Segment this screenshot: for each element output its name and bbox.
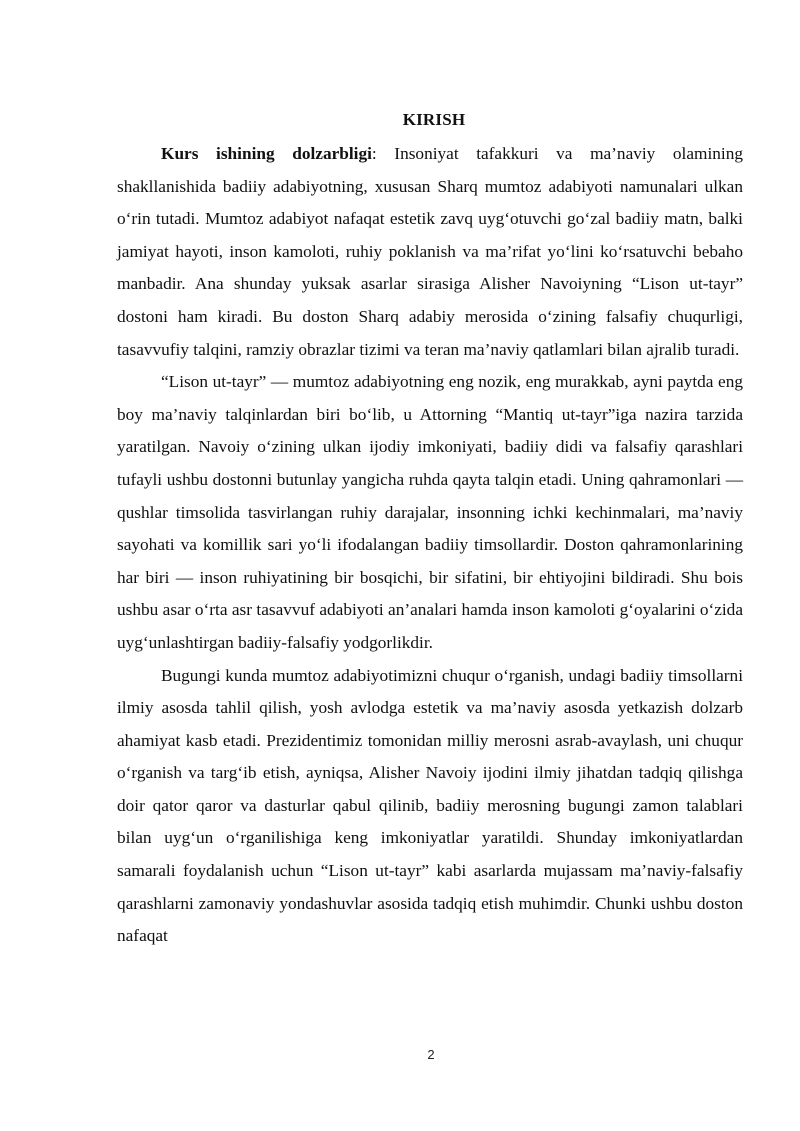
body-text — [117, 138, 743, 953]
paragraph-lison-ut-tayr: “Lison ut-tayr” — mumtoz adabiyotning eng nozik, eng murakkab, ayni paytda eng boy ma’naviy talqinlardan biri bo‘lib, u Attorning “Mantiq ut-tayr”iga nazira tarzida yaratilgan. Navoiy o‘zining ulkan ijodiy imkoniyati, badiiy didi va falsafiy qarashlari tufayli ushbu dostonni butunlay yangicha ruhda qayta talqin etadi. Uning qahramonlari — qushlar timsolida tasvirlangan ruhiy darajalar, insonning ichki kechinmalari, ma’naviy sayohati va komillik sari yo‘li ifodalangan badiiy timsollardir. Doston qahramonlarining har biri — inson ruhiyatining bir bosqichi, bir sifatini, bir ehtiyojini bildiradi. Shu bois ushbu asar o‘rta asr tasavvuf adabiyoti an’analari hamda inson kamoloti g‘oyalarini o‘zida uyg‘unlashtirgan badiiy-falsafiy yodgorlikdir. — [117, 372, 743, 652]
paragraph-modern-study: Bugungi kunda mumtoz adabiyotimizni chuqur o‘rganish, undagi badiiy timsollarni ilmiy asosda tahlil qilish, yosh avlodga estetik va ma’naviy asosda yetkazish dolzarb ahamiyat kasb etadi. Prezidentimiz tomonidan milliy merosni asrab-avaylash, uni chuqur o‘rganish va targ‘ib etish, ayniqsa, Alisher Navoiy ijodini ilmiy jihatdan tadqiq qilishga doir qator qaror va dasturlar qabul qilinib, badiiy merosning bugungi zamon talablari bilan uyg‘un o‘rganilishiga keng imkoniyatlar yaratildi. Shunday imkoniyatlardan samarali foydalanish uchun “Lison ut-tayr” kabi asarlarda mujassam ma’naviy-falsafiy qarashlarni zamonaviy yondashuvlar asosida tadqiq etish muhimdir. Chunki ushbu doston nafaqat — [117, 665, 743, 946]
paragraph-lead: Kurs ishining dolzarbligi — [161, 144, 372, 163]
page-number: 2 — [427, 1047, 435, 1062]
paragraph-relevance — [117, 138, 743, 366]
paragraph-text: : Insoniyat tafakkuri va ma’naviy olamining shakllanishida badiiy adabiyotning, xususan Sharq mumtoz adabiyoti namunalari ulkan o‘rin tutadi. Mumtoz adabiyot nafaqat estetik zavq uyg‘otuvchi go‘zal badiiy matn, balki jamiyat hayoti, inson kamoloti, ruhiy poklanish va ma’rifat yo‘lini ko‘rsatuvchi bebaho manbadir. Ana shunday yuksak asarlar sirasiga Alisher Navoiyning “Lison ut-tayr” dostoni ham kiradi. Bu doston Sharq adabiy merosida o‘zining falsafiy chuqurligi, tasavvufiy talqini, ramziy obrazlar tizimi va teran ma’naviy qatlamlari bilan ajralib turadi. — [117, 144, 743, 359]
page-title: KIRISH — [402, 110, 466, 129]
